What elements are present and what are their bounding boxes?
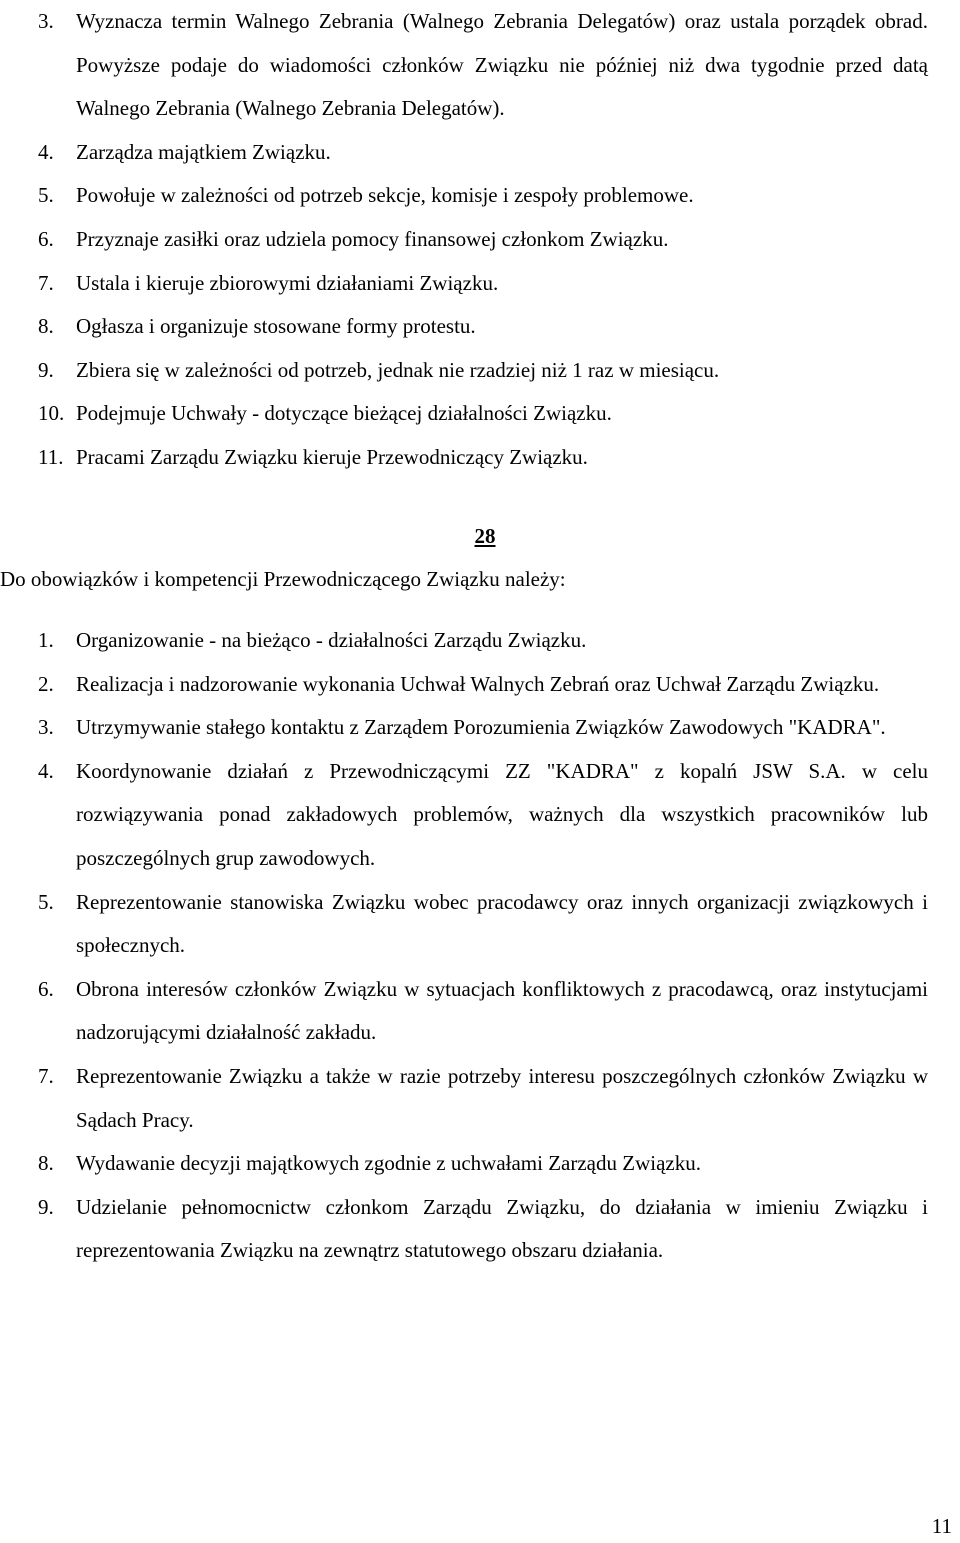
item-number: 10. [38,401,65,426]
list-item [0,968,960,1055]
list-item [0,881,960,968]
list-item [0,619,960,663]
item-number: 6. [38,226,54,251]
item-text: Ogłasza i organizuje stosowane formy protestu. [76,314,476,339]
item-number: 6. [38,976,54,1001]
item-text: Pracami Zarządu Związku kieruje Przewodniczący Związku. [76,444,588,469]
list-item [0,305,960,349]
item-number: 4. [38,139,54,164]
list-item [0,131,960,175]
item-number: 3. [38,715,54,740]
item-number: 5. [38,889,54,914]
list-item [0,218,960,262]
list-item [0,1055,960,1142]
item-text: Utrzymywanie stałego kontaktu z Zarządem Porozumienia Związków Zawodowych "KADRA". [76,715,886,740]
item-number: 9. [38,1194,54,1219]
item-number: 9. [38,357,54,382]
item-text: Reprezentowanie stanowiska Związku wobec pracodawcy oraz innych organizacji związkowych i społecznych. [76,889,928,958]
item-text: Obrona interesów członków Związku w sytuacjach konfliktowych z pracodawcą, oraz instytucjami nadzorującymi działalność zakładu. [76,976,928,1045]
list-item [0,349,960,393]
section-heading: 28 [474,524,496,548]
item-text: Wydawanie decyzji majątkowych zgodnie z uchwałami Zarządu Związku. [76,1151,701,1176]
list-item [0,0,960,131]
item-text: Wyznacza termin Walnego Zebrania (Walnego Zebrania Delegatów) oraz ustala porządek obrad. Powyższe podaje do wiadomości członków Związku nie później niż dwa tygodnie przed datą Walnego Zebrania (Walnego Zebrania Delegatów). [76,9,928,121]
item-number: 2. [38,671,54,696]
list-item [0,750,960,881]
item-number: 1. [38,628,54,652]
list-item [0,436,960,480]
item-number: 11. [38,444,64,469]
section-intro: Do obowiązków i kompetencji Przewodniczącego Związku należy: [0,567,566,591]
item-text: Powołuje w zależności od potrzeb sekcje, komisje i zespoły problemowe. [76,183,694,208]
item-text: Zbiera się w zależności od potrzeb, jednak nie rzadziej niż 1 raz w miesiącu. [76,357,720,382]
item-text: Przyznaje zasiłki oraz udziela pomocy finansowej członkom Związku. [76,226,669,251]
chairman-duties-list [0,619,960,1273]
list-item [0,1186,960,1273]
item-text: Zarządza majątkiem Związku. [76,139,331,164]
list-item [0,392,960,436]
item-text: Organizowanie - na bieżąco - działalności Zarządu Związku. [76,628,587,652]
item-number: 4. [38,758,54,783]
duties-list-continued [0,0,960,480]
list-item [0,1142,960,1186]
item-number: 7. [38,1063,54,1088]
item-text: Udzielanie pełnomocnictw członkom Zarządu Związku, do działania w imieniu Związku i reprezentowania Związku na zewnątrz statutowego obszaru działania. [76,1194,928,1263]
item-number: 8. [38,1151,54,1176]
item-text: Ustala i kieruje zbiorowymi działaniami Związku. [76,270,499,295]
list-item [0,262,960,306]
item-text: Podejmuje Uchwały - dotyczące bieżącej działalności Związku. [76,401,612,426]
item-number: 7. [38,270,54,295]
page-number: 11 [931,1514,952,1538]
item-text: Reprezentowanie Związku a także w razie potrzeby interesu poszczególnych członków Związku w Sądach Pracy. [76,1063,928,1132]
list-item [0,706,960,750]
item-number: 3. [38,9,54,33]
item-number: 8. [38,314,54,339]
item-text: Realizacja i nadzorowanie wykonania Uchwał Walnych Zebrań oraz Uchwał Zarządu Związku. [76,671,880,696]
list-item [0,174,960,218]
item-number: 5. [38,183,54,208]
list-item [0,663,960,707]
item-text: Koordynowanie działań z Przewodniczącymi ZZ "KADRA" z kopalń JSW S.A. w celu rozwiązywania ponad zakładowych problemów, ważnych dla wszystkich pracowników lub poszczególnych grup zawodowych. [76,758,928,870]
